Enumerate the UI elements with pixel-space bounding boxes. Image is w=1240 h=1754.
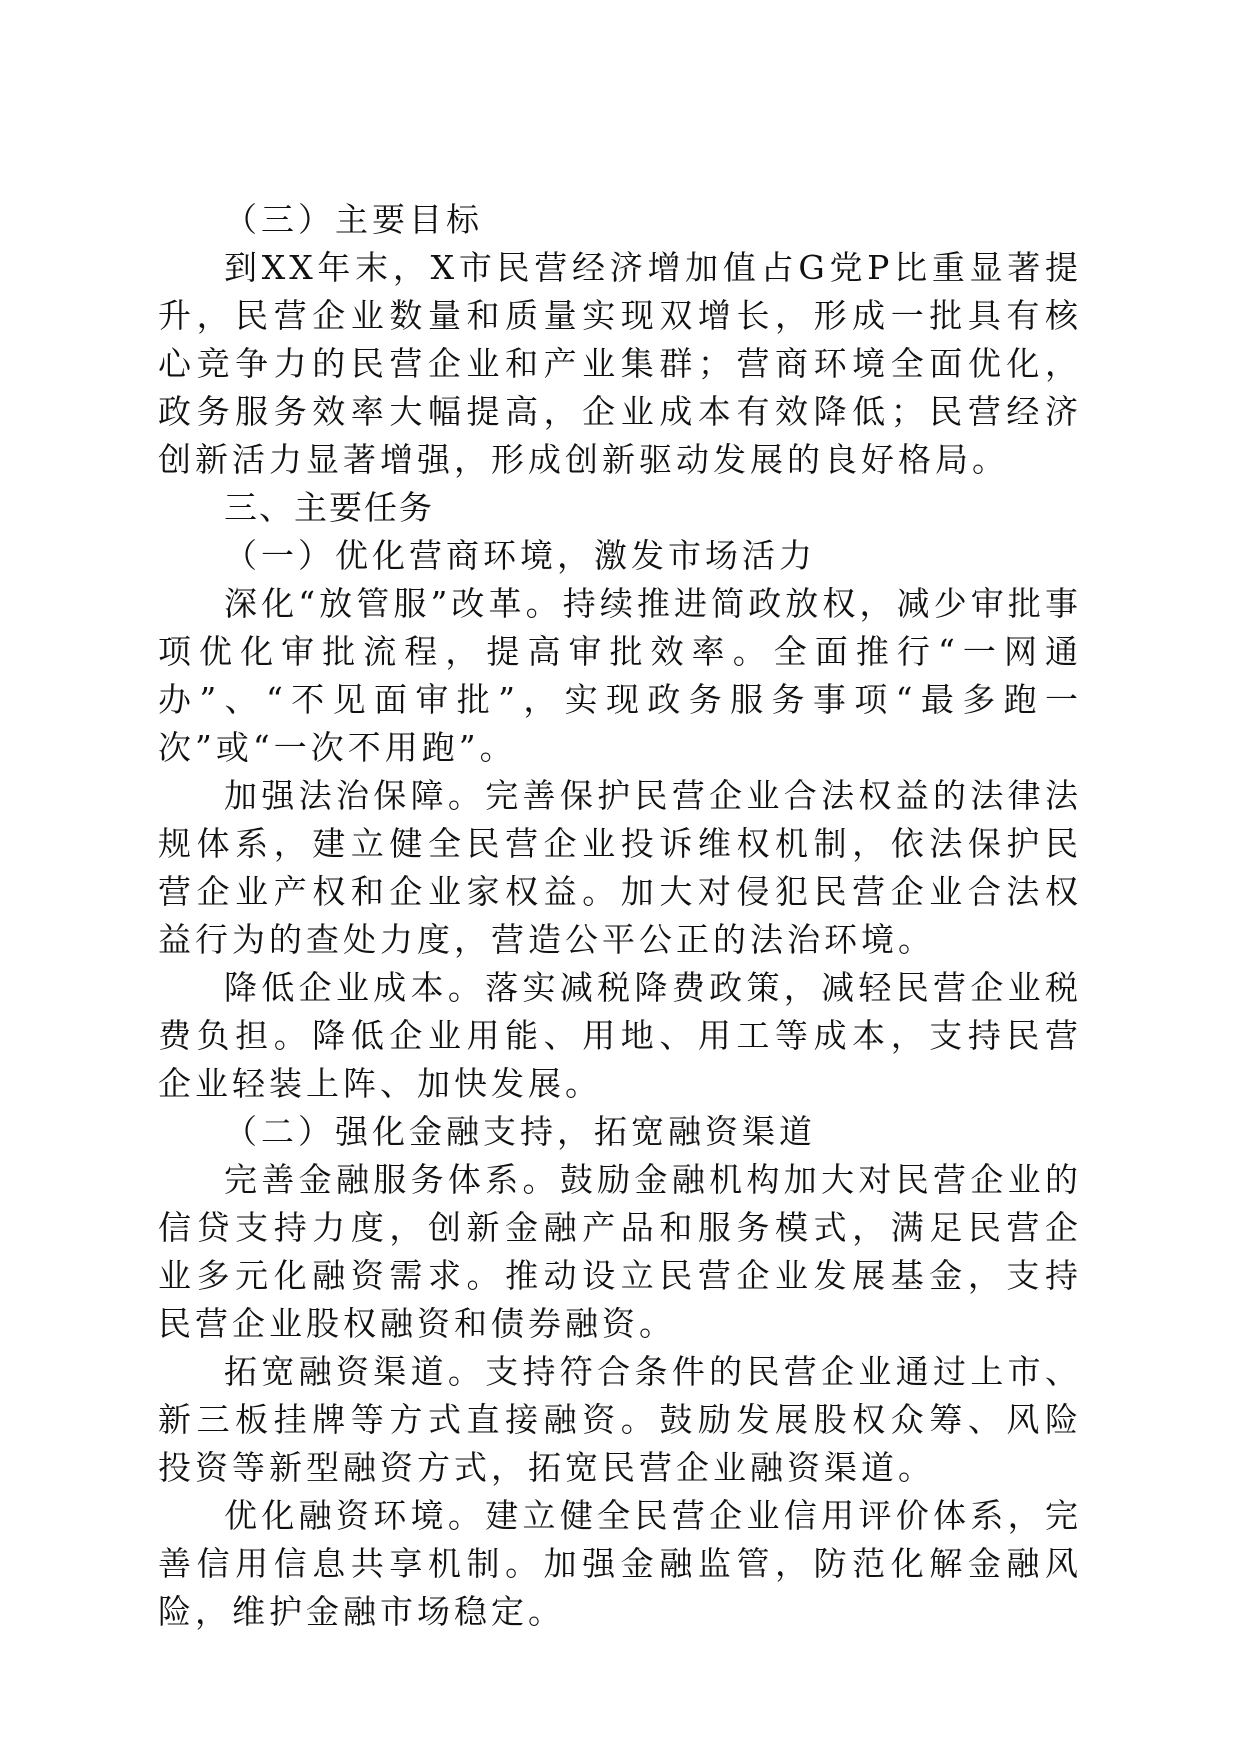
paragraph-financial-services: 完善金融服务体系。鼓励金融机构加大对民营企业的信贷支持力度，创新金融产品和服务模式，满足民营企业多元化融资需求。推动设立民营企业发展基金，支持民营企业股权融资和债券融资。 xyxy=(158,1160,1082,1343)
paragraph-reduce-costs: 降低企业成本。落实减税降费政策，减轻民营企业税费负担。降低企业用能、用地、用工等成本，支持民营企业轻装上阵、加快发展。 xyxy=(158,968,1082,1103)
paragraph-legal-protection: 加强法治保障。完善保护民营企业合法权益的法律法规体系，建立健全民营企业投诉维权机制，依法保护民营企业产权和企业家权益。加大对侵犯民营企业合法权益行为的查处力度，营造公平公正的法治环境。 xyxy=(158,776,1082,959)
document-body xyxy=(158,196,1082,1636)
heading-financial-support: （二）强化金融支持，拓宽融资渠道 xyxy=(224,1112,816,1151)
heading-main-tasks: 三、主要任务 xyxy=(224,488,434,527)
paragraph-reform: 深化“放管服”改革。持续推进简政放权，减少审批事项优化审批流程，提高审批效率。全面推行“一网通办”、“不见面审批”，实现政务服务事项“最多跑一次”或“一次不用跑”。 xyxy=(158,584,1082,767)
paragraph-financing-environment: 优化融资环境。建立健全民营企业信用评价体系，完善信用信息共享机制。加强金融监管，防范化解金融风险，维护金融市场稳定。 xyxy=(158,1496,1082,1631)
paragraph-financing-channels: 拓宽融资渠道。支持符合条件的民营企业通过上市、新三板挂牌等方式直接融资。鼓励发展股权众筹、风险投资等新型融资方式，拓宽民营企业融资渠道。 xyxy=(158,1352,1082,1487)
heading-main-goals: （三）主要目标 xyxy=(224,200,483,239)
heading-optimize-environment: （一）优化营商环境，激发市场活力 xyxy=(224,536,816,575)
paragraph-main-goals: 到XX年末，X市民营经济增加值占G党P比重显著提升，民营企业数量和质量实现双增长，形成一批具有核心竞争力的民营企业和产业集群；营商环境全面优化，政务服务效率大幅提高，企业成本有效降低；民营经济创新活力显著增强，形成创新驱动发展的良好格局。 xyxy=(158,248,1082,479)
